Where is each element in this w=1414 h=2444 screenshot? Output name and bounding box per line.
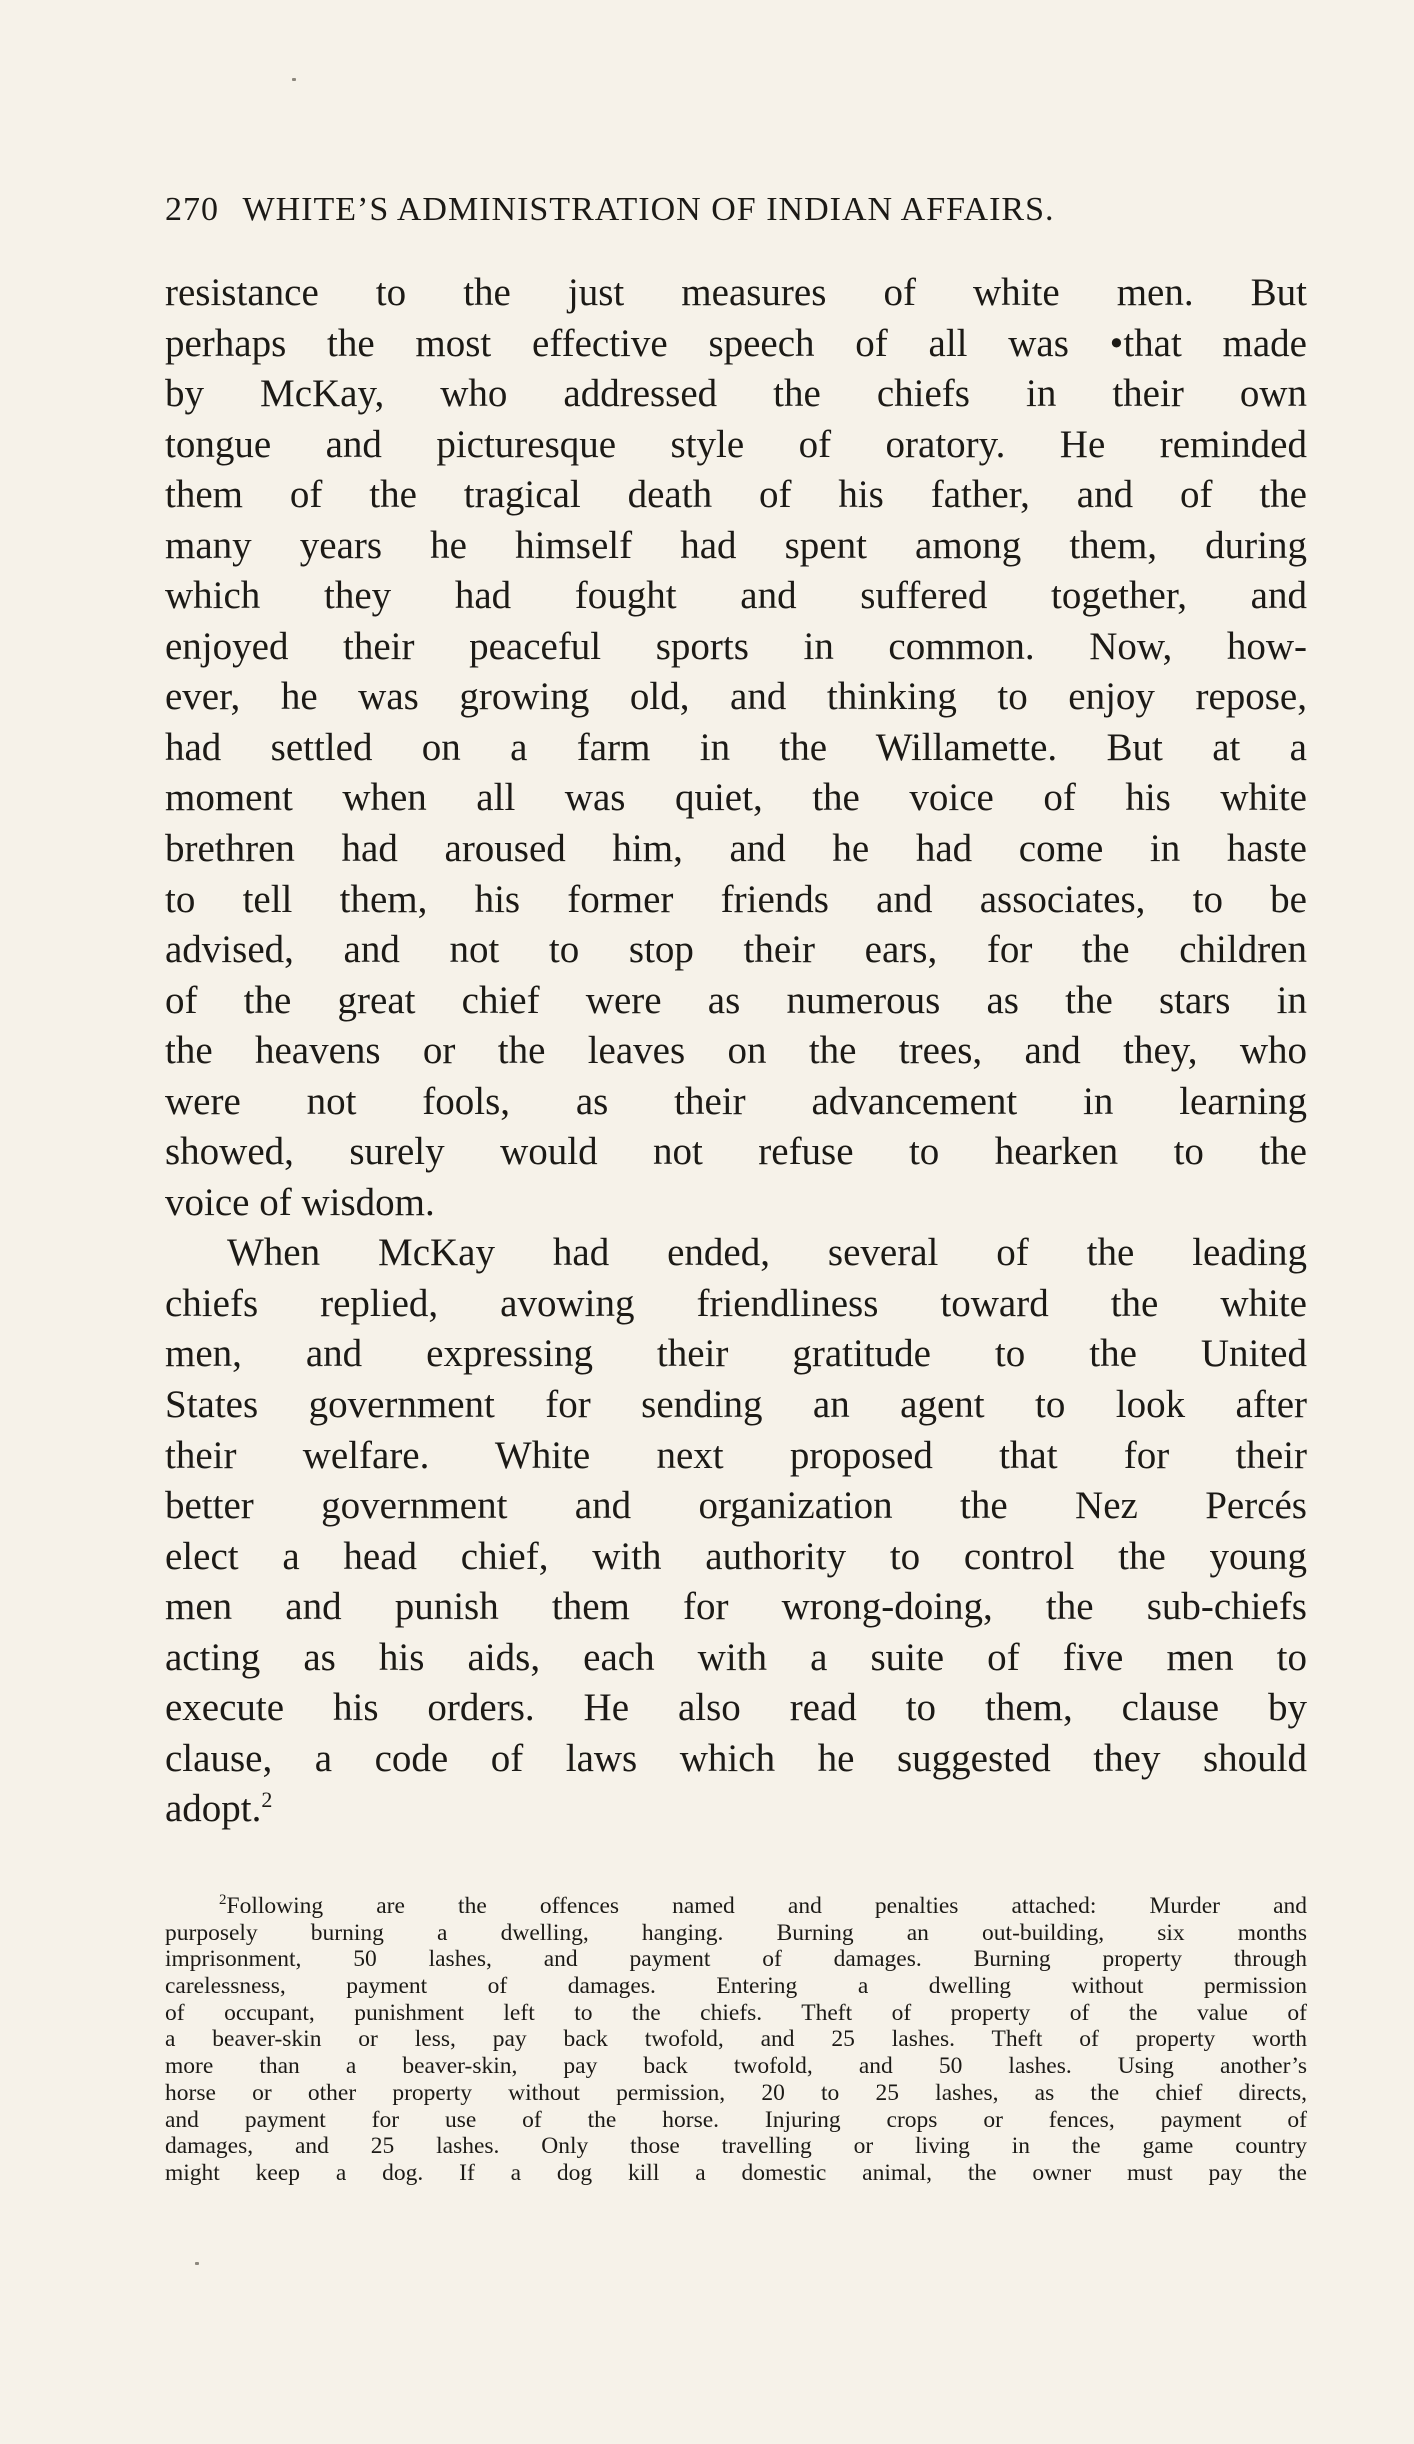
text-line: advised, and not to stop their ears, for the children (165, 928, 1307, 972)
text-line: were not fools, as their advancement in learning (165, 1079, 1307, 1123)
running-head-title: WHITE’S ADMINISTRATION OF INDIAN AFFAIRS. (242, 191, 1055, 228)
footnote-line: more than a beaver-skin, pay back twofold, and 50 lashes. Using another’s (165, 2053, 1307, 2080)
text-line: States government for sending an agent to look after (165, 1383, 1307, 1427)
footnote-line: a beaver-skin or less, pay back twofold, and 25 lashes. Theft of property worth (165, 2026, 1307, 2053)
text-line: voice of wisdom. (165, 1180, 435, 1224)
paragraph-start-line: When McKay had ended, several of the leading (227, 1231, 1307, 1275)
text-line: tongue and picturesque style of oratory. He reminded (165, 422, 1307, 466)
footnote-marker: 2 (219, 1892, 227, 1909)
footnote-line: might keep a dog. If a dog kill a domestic animal, the owner must pay the (165, 2159, 1307, 2186)
text-line: their welfare. White next proposed that for their (165, 1433, 1307, 1477)
text-line: showed, surely would not refuse to hearken to the (165, 1130, 1307, 1174)
print-speck-top (292, 78, 296, 81)
footnote-line: imprisonment, 50 lashes, and payment of damages. Burning property through (165, 1946, 1307, 1973)
text-line: execute his orders. He also read to them, clause by (165, 1686, 1307, 1730)
text-line-last-words: adopt. (165, 1787, 262, 1831)
text-line: acting as his aids, each with a suite of five men to (165, 1635, 1307, 1679)
footnote-reference: 2 (261, 1787, 273, 1813)
print-speck-bottom (195, 2262, 199, 2265)
text-line: of the great chief were as numerous as the stars in (165, 978, 1307, 1022)
footnote-line-first (165, 1893, 1307, 1920)
text-line: men, and expressing their gratitude to the United (165, 1332, 1307, 1376)
text-line: to tell them, his former friends and associates, to be (165, 877, 1307, 921)
footnote-line: of occupant, punishment left to the chiefs. Theft of property of the value of (165, 1999, 1307, 2026)
page-number: 270 (165, 191, 219, 228)
text-line: men and punish them for wrong-doing, the sub-chiefs (165, 1585, 1307, 1629)
footnote-line: damages, and 25 lashes. Only those travelling or living in the game country (165, 2133, 1307, 2160)
footnote-line: horse or other property without permission, 20 to 25 lashes, as the chief directs, (165, 2079, 1307, 2106)
footnote-first-words: Following are the offences named and penalties attached: Murder and (226, 1893, 1307, 1919)
text-line: enjoyed their peaceful sports in common. Now, how- (165, 624, 1307, 668)
text-line: many years he himself had spent among them, during (165, 523, 1307, 567)
text-line: elect a head chief, with authority to control the young (165, 1534, 1307, 1578)
footnote-line: carelessness, payment of damages. Entering a dwelling without permission (165, 1973, 1307, 2000)
body-text (165, 268, 1307, 1835)
footnote-line: and payment for use of the horse. Injuring crops or fences, payment of (165, 2106, 1307, 2133)
running-head (165, 185, 1225, 235)
text-line: clause, a code of laws which he suggested they should (165, 1736, 1307, 1780)
text-line: by McKay, who addressed the chiefs in their own (165, 372, 1307, 416)
footnote-line: purposely burning a dwelling, hanging. Burning an out-building, six months (165, 1919, 1307, 1946)
text-line: the heavens or the leaves on the trees, and they, who (165, 1029, 1307, 1073)
text-line: them of the tragical death of his father, and of the (165, 473, 1307, 517)
text-line: brethren had aroused him, and he had come in haste (165, 827, 1307, 871)
text-line: chiefs replied, avowing friendliness toward the white (165, 1281, 1307, 1325)
text-line: moment when all was quiet, the voice of his white (165, 776, 1307, 820)
text-line: perhaps the most effective speech of all was •that made (165, 321, 1307, 365)
text-line: better government and organization the Nez Percés (165, 1484, 1307, 1528)
text-line-last (165, 1784, 1307, 1835)
text-line: ever, he was growing old, and thinking to enjoy repose, (165, 675, 1307, 719)
text-line: which they had fought and suffered together, and (165, 574, 1307, 618)
text-line: resistance to the just measures of white men. But (165, 271, 1307, 314)
text-line: had settled on a farm in the Willamette. But at a (165, 725, 1307, 769)
footnote (165, 1893, 1307, 2187)
